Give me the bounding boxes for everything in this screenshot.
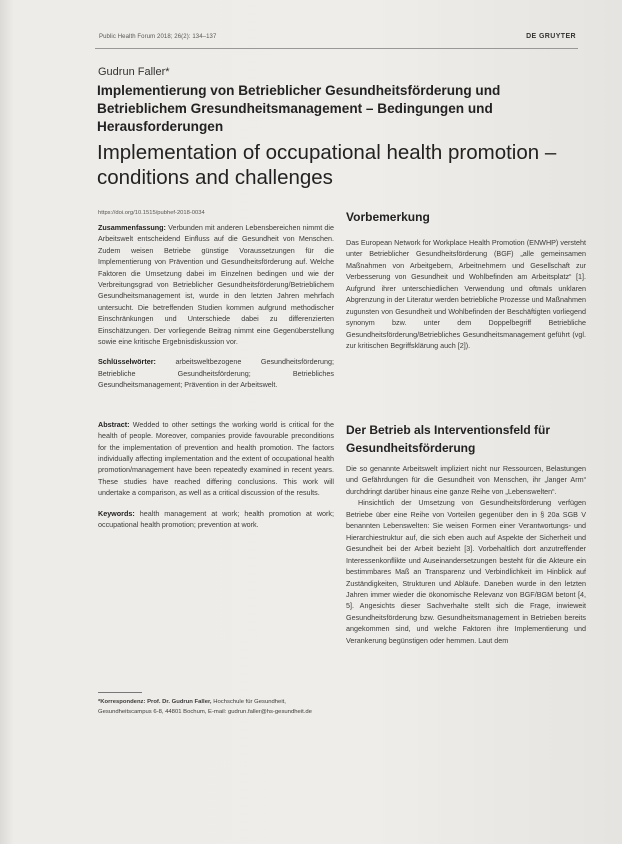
footnote-rule: [98, 692, 142, 693]
publisher-logo: DE GRUYTER: [526, 33, 576, 40]
abstract: [98, 419, 334, 499]
footnote-label: *Korrespondenz: Prof. Dr. Gudrun Faller,: [98, 699, 212, 705]
section-heading-betrieb: Der Betrieb als Interventionsfeld für Gesundheitsförderung: [346, 423, 551, 455]
title-german: Implementierung von Betrieblicher Gesundheitsförderung und Betrieblichem Gresundheitsmanagement – Bedingungen und Herausforderungen: [97, 83, 501, 134]
keywords: [98, 508, 334, 531]
vorbemerkung-paragraph: Das European Network for Workplace Health Promotion (ENWHP) versteht unter Betrieblicher Gesundheitsförderung (BGF) „alle gemeinsamen Maßnahmen von Arbeitgebern, Arbeitnehmern und Gesellschaft zur Verbesserung von Gesundheit und Wohlbefinden am Arbeitsplatz“ [1]. Aufgrund ihrer unterschiedlichen Verwendung und oftmals unklaren Abgrenzung in der Literatur werden betriebliche Prozesse und Maßnahmen zugunsten von Gesundheit und Wohlbefinden der Beschäftigten vorliegend synonym bzw. unter dem Doppelbegriff Betriebliche Gesundheitsförderung/Betriebliches Gesundheitsmanagement geführt (vgl. zur kritischen Begriffsklärung auch [2]).: [346, 238, 586, 351]
zusammenfassung: [98, 222, 334, 347]
abstract-text: Wedded to other settings the working world is critical for the health of people. Moreover, companies provide favourable preconditions for the implementation of prevention and health promotion. The factors individually affecting implementation and the extent of occupational health promotion/management have been repeatedly examined in recent years. These studies have reached differing conclusions. This work will undertake a comparison, as well as a critical discussion of the results.: [98, 419, 334, 498]
section-betrieb-body: [346, 463, 586, 646]
betrieb-paragraph-2: Hinsichtlich der Umsetzung von Gesundheitsförderung verfügen Betriebe über eine Reihe von Vorteilen gegenüber den in § 20a SGB V benannten Lebenswelten: Sie weisen Formen einer Verantwortungs- und Hierarchiestruktur auf, die sich eben auch auf Aspekte der Sicherheit und Gesundheit bei der Arbeit bezieht [3]. Vorbehaltlich dort anzutreffender Interessenkonflikte und Auseinandersetzungen besteht für die Akteure ein bestimmbares Maß an Transparenz und Verbindlichkeit im Hinblick auf Zuständigkeiten, Strukturen und Abläufe. Daneben wurde in den letzten Jahren immer wieder die ökonomische Relevanz von BGF/BGM betont [4, 5]. Angesichts dieser Sachverhalte stellt sich die Frage, inwieweit Gesundheitsförderung bzw. Gesundheitsmanagement in Betrieben bereits angekommen sind, und welche Faktoren ihre Implementierung und Verankerung begünstigen oder hemmen. Laut dem: [346, 498, 586, 645]
betrieb-paragraph-1: Die so genannte Arbeitswelt impliziert nicht nur Ressourcen, Belastungen und Gefährdungen für die Gesundheit von Menschen, ihr „langer Arm“ durchdringt darüber hinaus eine ganze Reihe von „Lebenswelten“.: [346, 464, 586, 496]
left-column: [98, 222, 334, 530]
keywords-text: health management at work; health promotion at work; occupational health promotion; prevention at work.: [98, 508, 334, 529]
doi-link[interactable]: https://doi.org/10.1515/pubhef-2018-0034: [98, 210, 205, 216]
schluesselwoerter-label: Schlüsselwörter:: [98, 357, 156, 367]
title-english: Implementation of occupational health promotion – conditions and challenges: [97, 141, 557, 189]
header-rule: [95, 48, 578, 49]
schluesselwoerter-text: arbeitsweltbezogene Gesundheitsförderung; Betriebliche Gesundheitsförderung; Betriebliches Gesundheitsmanagement; Prävention in der Arbeitswelt.: [98, 357, 334, 390]
correspondence-footnote: [98, 698, 334, 717]
schluesselwoerter: [98, 356, 334, 390]
keywords-label: Keywords:: [98, 508, 135, 518]
abstract-label: Abstract:: [98, 419, 130, 429]
journal-citation: Public Health Forum 2018; 26(2): 134–137: [99, 34, 217, 40]
zusammenfassung-text: Verbunden mit anderen Lebensbereichen nimmt die Arbeitswelt entscheidend Einfluss auf die Gesundheit von Menschen. Zudem weisen Betriebe günstige Voraussetzungen für die Implementierung von Prävention und Gesundheitsförderung auf. Welche Faktoren die Umsetzung dabei im Einzelnen bedingen und wie der Verbreitungsgrad von Betrieblicher Gesundheitsförderung/Betrieblichem Gesundheitsmanagement ist, wurde in den letzten Jahren mehrfach untersucht. Die betreffenden Studien kommen aufgrund methodischer Einschränkungen und Unterschiede dabei zu differenzierten Einschätzungen. Der vorliegende Beitrag nimmt eine Gegenüberstellung sowie eine kritische Ergebnisdiskussion vor.: [98, 223, 334, 347]
author-name: Gudrun Faller*: [98, 66, 170, 78]
zusammenfassung-label: Zusammenfassung:: [98, 223, 166, 232]
section-vorbemerkung-body: [346, 237, 586, 352]
section-heading-vorbemerkung: Vorbemerkung: [346, 210, 430, 224]
footnote-text: Hochschule für Gesundheit, Gesundheitscampus 6-8, 44801 Bochum, E-mail: gudrun.faller@hs-gesundheit.de: [98, 699, 312, 715]
